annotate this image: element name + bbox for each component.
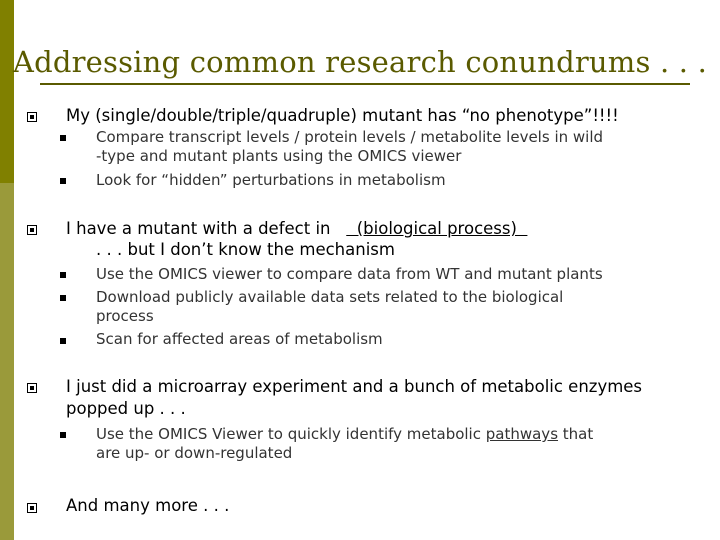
- bullet-icon: [27, 112, 37, 122]
- sub-bullet-2-1: Use the OMICS viewer to compare data from WT and mutant plants: [96, 265, 603, 283]
- bullet-text-2: [66, 219, 527, 239]
- bullet-text-3-cont: popped up . . .: [66, 399, 186, 418]
- sub-bullet-2-3: Scan for affected areas of metabolism: [96, 330, 383, 348]
- sub-bullet-3-1-cont: are up- or down-regulated: [96, 444, 293, 462]
- slide-title: Addressing common research conundrums . . .: [12, 45, 708, 79]
- sub-bullet-3-1-end: that: [558, 425, 594, 443]
- sub-bullet-3-1-start: Use the OMICS Viewer to quickly identify metabolic: [96, 425, 486, 443]
- bullet-icon: [27, 383, 37, 393]
- bullet-text-2-cont: . . . but I don’t know the mechanism: [96, 240, 395, 259]
- bullet-icon: [27, 225, 37, 235]
- sub-bullet-icon: [60, 295, 66, 301]
- bullet-text-1: My (single/double/triple/quadruple) mutant has “no phenotype”!!!!: [66, 106, 619, 125]
- bullet-text-4: And many more . . .: [66, 496, 230, 515]
- left-accent-bar: [0, 0, 14, 540]
- title-underline: [40, 83, 690, 85]
- sub-bullet-2-2: Download publicly available data sets related to the biological: [96, 288, 564, 306]
- sub-bullet-1-1: Compare transcript levels / protein levels / metabolite levels in wild: [96, 128, 604, 146]
- sub-bullet-3-1: [96, 425, 593, 443]
- bullet-text-2-start: I have a mutant with a defect in: [66, 219, 331, 238]
- bullet-text-3: I just did a microarray experiment and a bunch of metabolic enzymes: [66, 377, 643, 396]
- sub-bullet-1-1-cont: -type and mutant plants using the OMICS viewer: [96, 147, 462, 165]
- sub-bullet-icon: [60, 338, 66, 344]
- fill-in-blank: (biological process): [346, 219, 528, 238]
- bullet-icon: [27, 503, 37, 513]
- sub-bullet-icon: [60, 432, 66, 438]
- sub-bullet-icon: [60, 272, 66, 278]
- sub-bullet-icon: [60, 178, 66, 184]
- left-accent-bar-lower: [0, 183, 14, 540]
- pathways-link: pathways: [485, 425, 559, 443]
- sub-bullet-1-2: Look for “hidden” perturbations in metabolism: [96, 171, 446, 189]
- sub-bullet-icon: [60, 135, 66, 141]
- sub-bullet-2-2-cont: process: [96, 307, 154, 325]
